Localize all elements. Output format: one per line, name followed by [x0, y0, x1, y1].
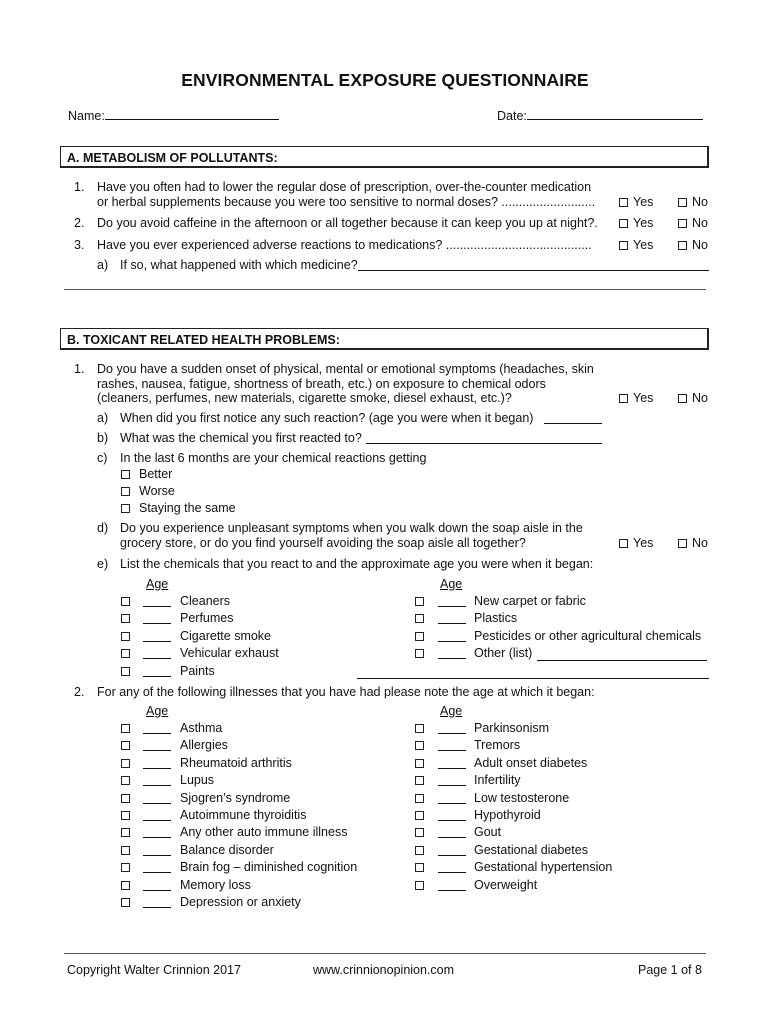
item-label: Allergies	[180, 738, 228, 753]
checkbox[interactable]	[121, 828, 130, 837]
age-field[interactable]	[143, 809, 171, 821]
b-q1-line3: (cleaners, perfumes, new materials, cigarette smoke, diesel exhaust, etc.)?	[97, 391, 512, 405]
b-qd-yes[interactable]	[619, 536, 653, 550]
age-field[interactable]	[143, 595, 171, 607]
age-field[interactable]	[143, 757, 171, 769]
age-field[interactable]	[143, 739, 171, 751]
item-label: Tremors	[474, 738, 521, 753]
age-field[interactable]	[143, 826, 171, 838]
item-label: Perfumes	[180, 611, 234, 626]
checkbox[interactable]	[121, 863, 130, 872]
age-field[interactable]	[143, 630, 171, 642]
footer-divider	[64, 953, 706, 954]
item-label: Depression or anxiety	[180, 895, 301, 909]
age-field[interactable]	[143, 612, 171, 624]
option-label: Staying the same	[139, 501, 236, 515]
b-qe-text: List the chemicals that you react to and the approximate age you were when it began:	[120, 557, 594, 571]
age-field[interactable]	[438, 630, 466, 642]
b-qb-label: b)	[97, 431, 109, 445]
checkbox[interactable]	[121, 504, 130, 513]
other-list-line[interactable]	[357, 666, 709, 682]
age-field[interactable]	[438, 792, 466, 804]
b-q1-line2: rashes, nausea, fatigue, shortness of breath, etc.) on exposure to chemical odors	[97, 377, 546, 391]
age-field[interactable]	[143, 722, 171, 734]
a-q3a-text: If so, what happened with which medicine?	[120, 258, 358, 272]
checkbox[interactable]	[121, 898, 130, 907]
item-label: Brain fog – diminished cognition	[180, 860, 358, 875]
age-field[interactable]	[143, 665, 171, 677]
checkbox[interactable]	[415, 649, 424, 658]
checkbox[interactable]	[678, 198, 687, 207]
item-label: Vehicular exhaust	[180, 646, 279, 661]
a-q1-number: 1.	[74, 180, 85, 194]
date-label: Date:	[497, 109, 527, 123]
checkbox[interactable]	[121, 667, 130, 676]
checkbox[interactable]	[121, 776, 130, 785]
website-text: www.crinnionopinion.com	[313, 963, 455, 977]
checkbox[interactable]	[619, 539, 628, 548]
item-label: Hypothyroid	[474, 808, 541, 822]
item-label: Gout	[474, 825, 502, 840]
item-label: Rheumatoid arthritis	[180, 755, 292, 770]
b-qa-label: a)	[97, 411, 109, 425]
b-q2-number: 2.	[74, 685, 85, 699]
item-label: Gestational hypertension	[474, 860, 613, 875]
name-label: Name:	[68, 109, 105, 123]
a-q3-text: Have you ever experienced adverse reactions to medications? ..........................................	[97, 238, 592, 252]
answer-line[interactable]	[64, 289, 706, 290]
a-q1-line1: Have you often had to lower the regular dose of prescription, over-the-counter medication	[97, 180, 592, 194]
item-label: Cigarette smoke	[180, 628, 272, 643]
a-q1-line2: or herbal supplements because you were too sensitive to normal doses? ...........................	[97, 195, 596, 209]
option-label: Better	[139, 467, 173, 481]
checkbox[interactable]	[415, 724, 424, 733]
checkbox[interactable]	[415, 828, 424, 837]
age-field[interactable]	[143, 647, 171, 659]
checkbox[interactable]	[415, 846, 424, 855]
no-label: No	[692, 238, 708, 252]
age-field[interactable]	[143, 792, 171, 804]
item-label: Parkinsonism	[474, 721, 550, 735]
checkbox[interactable]	[415, 597, 424, 606]
age-field[interactable]	[438, 844, 466, 856]
item-label: Pesticides or other agricultural chemicals	[474, 628, 702, 643]
no-label: No	[692, 195, 708, 209]
checkbox[interactable]	[121, 759, 130, 768]
yes-label: Yes	[633, 536, 654, 550]
b-qc-label: c)	[97, 451, 108, 465]
age-header: Age	[146, 704, 169, 718]
item-label: New carpet or fabric	[474, 594, 586, 608]
checkbox[interactable]	[121, 846, 130, 855]
b-qd-line2: grocery store, or do you find yourself avoiding the soap aisle all together?	[120, 536, 526, 550]
b-qc-option[interactable]	[121, 467, 172, 481]
checkbox[interactable]	[121, 487, 130, 496]
checkbox[interactable]	[415, 794, 424, 803]
yes-label: Yes	[633, 238, 654, 252]
item-label: Memory loss	[180, 877, 251, 892]
checkbox[interactable]	[415, 863, 424, 872]
item-label: Balance disorder	[180, 842, 274, 857]
other-list-field[interactable]	[537, 648, 707, 664]
a-q2-text: Do you avoid caffeine in the afternoon or all together because it can keep you up at night?.	[97, 216, 598, 230]
age-field[interactable]	[143, 896, 171, 908]
checkbox[interactable]	[121, 649, 130, 658]
age-header: Age	[440, 577, 463, 591]
age-field[interactable]	[438, 612, 466, 624]
age-field[interactable]	[438, 879, 466, 891]
name-field[interactable]	[105, 107, 279, 120]
b-q1-yes[interactable]	[619, 391, 653, 405]
a-q1-yes[interactable]	[619, 195, 653, 209]
item-label: Sjogren’s syndrome	[180, 790, 291, 805]
a-q3a-field[interactable]	[358, 258, 709, 274]
b-qa-text: When did you first notice any such reaction? (age you were when it began)	[120, 411, 534, 425]
b-q2-text: For any of the following illnesses that you have had please note the age at which it began:	[97, 685, 595, 699]
a-q3a-label: a)	[97, 258, 109, 272]
item-label: Cleaners	[180, 594, 231, 608]
checkbox[interactable]	[619, 198, 628, 207]
b-qb-text: What was the chemical you first reacted to?	[120, 431, 362, 445]
b-q1-number: 1.	[74, 362, 85, 376]
checkbox[interactable]	[415, 811, 424, 820]
page-title: ENVIRONMENTAL EXPOSURE QUESTIONNAIRE	[181, 70, 589, 90]
b-qb-field[interactable]	[366, 431, 602, 447]
b-qc-text: In the last 6 months are your chemical reactions getting	[120, 451, 427, 465]
no-label: No	[692, 536, 708, 550]
name-row	[68, 107, 279, 123]
checkbox[interactable]	[121, 470, 130, 479]
checkbox[interactable]	[678, 241, 687, 250]
a-q3-yes[interactable]	[619, 238, 653, 252]
item-label: Low testosterone	[474, 790, 570, 805]
age-field[interactable]	[438, 757, 466, 769]
checkbox[interactable]	[415, 881, 424, 890]
age-field[interactable]	[438, 861, 466, 873]
checkbox[interactable]	[121, 741, 130, 750]
checkbox[interactable]	[619, 394, 628, 403]
b-qd-label: d)	[97, 521, 109, 535]
age-field[interactable]	[143, 879, 171, 891]
checkbox[interactable]	[121, 614, 130, 623]
a-q1-no[interactable]	[678, 195, 708, 209]
b-qc-option[interactable]	[121, 501, 236, 515]
age-field[interactable]	[438, 809, 466, 821]
checkbox[interactable]	[121, 724, 130, 733]
item-label: Adult onset diabetes	[474, 755, 588, 770]
age-header: Age	[146, 577, 169, 591]
a-q3-number: 3.	[74, 238, 85, 252]
checkbox[interactable]	[678, 539, 687, 548]
age-header: Age	[440, 704, 463, 718]
item-label: Plastics	[474, 611, 518, 626]
checkbox[interactable]	[415, 759, 424, 768]
a-q2-number: 2.	[74, 216, 85, 230]
checkbox[interactable]	[678, 394, 687, 403]
checkbox[interactable]	[121, 881, 130, 890]
b-q1-no[interactable]	[678, 391, 708, 405]
checkbox[interactable]	[121, 632, 130, 641]
checkbox[interactable]	[678, 219, 687, 228]
option-label: Worse	[139, 484, 175, 498]
checkbox[interactable]	[415, 614, 424, 623]
age-field[interactable]	[143, 774, 171, 786]
b-qc-option[interactable]	[121, 484, 175, 498]
section-b-header: B. TOXICANT RELATED HEALTH PROBLEMS:	[60, 328, 709, 350]
checkbox[interactable]	[121, 811, 130, 820]
yes-label: Yes	[633, 195, 654, 209]
a-q2-no[interactable]	[678, 216, 708, 230]
checkbox[interactable]	[619, 241, 628, 250]
b-qe-label: e)	[97, 557, 109, 571]
b-qd-no[interactable]	[678, 536, 708, 550]
checkbox[interactable]	[619, 219, 628, 228]
checkbox[interactable]	[415, 776, 424, 785]
age-field[interactable]	[438, 647, 466, 659]
item-label: Any other auto immune illness	[180, 825, 348, 840]
item-label: Infertility	[474, 773, 521, 788]
yes-label: Yes	[633, 216, 654, 230]
checkbox[interactable]	[121, 794, 130, 803]
page-number: Page 1 of 8	[638, 963, 702, 977]
copyright-text: Copyright Walter Crinnion 2017	[67, 963, 241, 977]
age-field[interactable]	[438, 595, 466, 607]
age-field[interactable]	[438, 774, 466, 786]
age-field[interactable]	[438, 722, 466, 734]
checkbox[interactable]	[415, 632, 424, 641]
date-row	[497, 107, 703, 123]
age-field[interactable]	[438, 826, 466, 838]
b-q1-line1: Do you have a sudden onset of physical, mental or emotional symptoms (headaches, skin	[97, 362, 594, 376]
item-label: Paints	[180, 663, 215, 678]
b-qd-line1: Do you experience unpleasant symptoms when you walk down the soap aisle in the	[120, 521, 583, 535]
checkbox[interactable]	[415, 741, 424, 750]
section-a-header: A. METABOLISM OF POLLUTANTS:	[60, 146, 709, 168]
date-field[interactable]	[527, 107, 703, 120]
age-field[interactable]	[143, 844, 171, 856]
a-q2-yes[interactable]	[619, 216, 653, 230]
item-label: Asthma	[180, 721, 223, 735]
no-label: No	[692, 216, 708, 230]
item-label: Overweight	[474, 877, 538, 892]
age-field[interactable]	[143, 861, 171, 873]
b-qa-field[interactable]	[544, 411, 602, 427]
checkbox[interactable]	[121, 597, 130, 606]
item-label: Other (list)	[474, 646, 533, 661]
no-label: No	[692, 391, 708, 405]
a-q3-no[interactable]	[678, 238, 708, 252]
item-label: Lupus	[180, 773, 215, 788]
item-label: Autoimmune thyroiditis	[180, 808, 307, 822]
yes-label: Yes	[633, 391, 654, 405]
item-label: Gestational diabetes	[474, 842, 588, 857]
age-field[interactable]	[438, 739, 466, 751]
